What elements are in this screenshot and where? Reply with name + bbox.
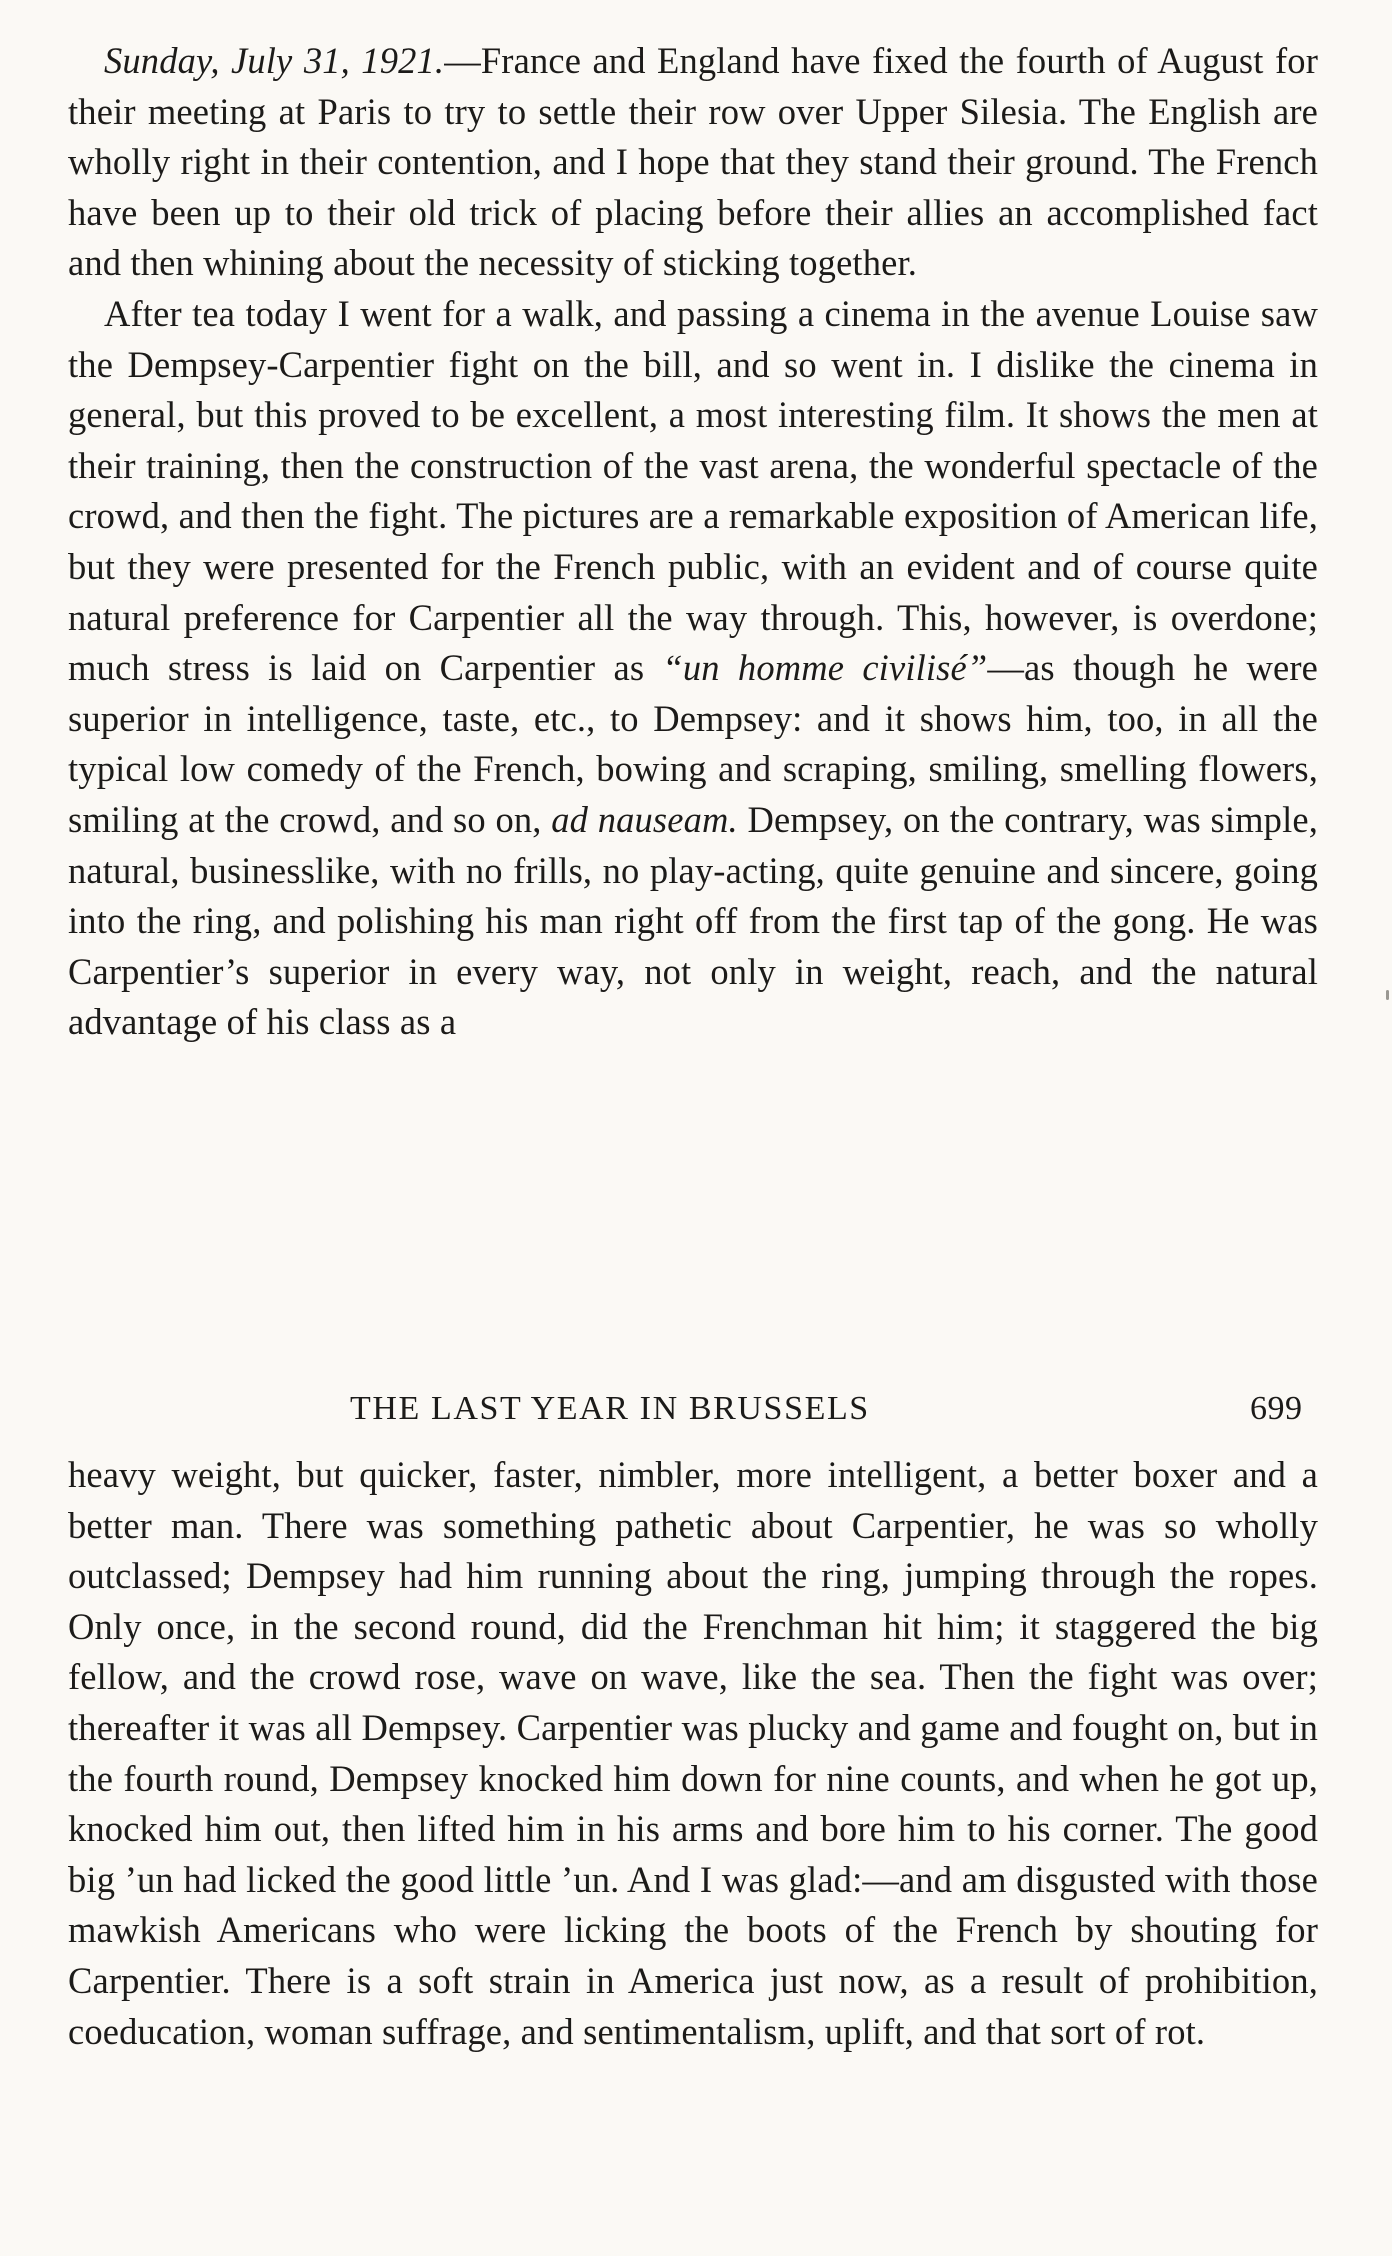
upper-text-block [68, 36, 1318, 1048]
continuation-paragraph [68, 1450, 1318, 2057]
lower-text-block [68, 1450, 1318, 2057]
margin-mark [1386, 990, 1389, 1000]
paragraph-text: —France and England have fixed the fourth of August for their meeting at Paris to try to settle their row over Upper Silesia. The English are wholly right in their contention, and I hope that they stand their ground. The French have been up to their old trick of placing before their allies an accomplished fact and then whining about the necessity of sticking together. [68, 40, 1318, 284]
french-quote: “un homme civilisé” [662, 647, 988, 689]
latin-phrase: ad nauseam. [551, 798, 738, 840]
cinema-paragraph [68, 289, 1318, 1048]
paragraph-text-a: After tea today I went for a walk, and passing a cinema in the avenue Louise saw the Dempsey-Carpentier fight on the bill, and so went in. I dislike the cinema in general, but this proved to be excellent, a most interesting film. It shows the men at their training, then the construction of the vast arena, the wonderful spectacle of the crowd, and then the fight. The pictures are a remarkable exposition of American life, but they were presented for the French public, with an evident and of course quite natural preference for Carpentier all the way through. This, however, is overdone; much stress is laid on Carpentier as [68, 292, 1318, 689]
running-head [0, 1390, 1392, 1446]
entry-date: Sunday, July 31, 1921. [104, 40, 445, 81]
chapter-title: THE LAST YEAR IN BRUSSELS [350, 1390, 870, 1427]
paragraph-text-b: —as though he were superior in intelligence, taste, etc., to Dempsey: and it shows him, too, in all the typical low comedy of the French, bowing and scraping, smiling, smelling flowers, smiling at the crowd, and so on, [68, 647, 1318, 840]
page-number: 699 [1250, 1390, 1303, 1427]
diary-entry-paragraph [68, 36, 1318, 289]
paragraph-text-c: Dempsey, on the contrary, was simple, natural, businesslike, with no frills, no play-acting, quite genuine and sincere, going into the ring, and polishing his man right off from the first tap of the gong. He was Carpentier’s superior in every way, not only in weight, reach, and the natural advantage of his class as a [68, 798, 1318, 1043]
paragraph-text: heavy weight, but quicker, faster, nimbler, more intelligent, a better boxer and a better man. There was something pathetic about Carpentier, he was so wholly outclassed; Dempsey had him running about the ring, jumping through the ropes. Only once, in the second round, did the Frenchman hit him; it staggered the big fellow, and the crowd rose, wave on wave, like the sea. Then the fight was over; thereafter it was all Dempsey. Carpentier was plucky and game and fought on, but in the fourth round, Dempsey knocked him down for nine counts, and when he got up, knocked him out, then lifted him in his arms and bore him to his corner. The good big ’un had licked the good little ’un. And I was glad:—and am disgusted with those mawkish Americans who were licking the boots of the French by shouting for Carpentier. There is a soft strain in America just now, as a result of prohibition, coeducation, woman suffrage, and sentimentalism, uplift, and that sort of rot. [68, 1454, 1318, 2052]
